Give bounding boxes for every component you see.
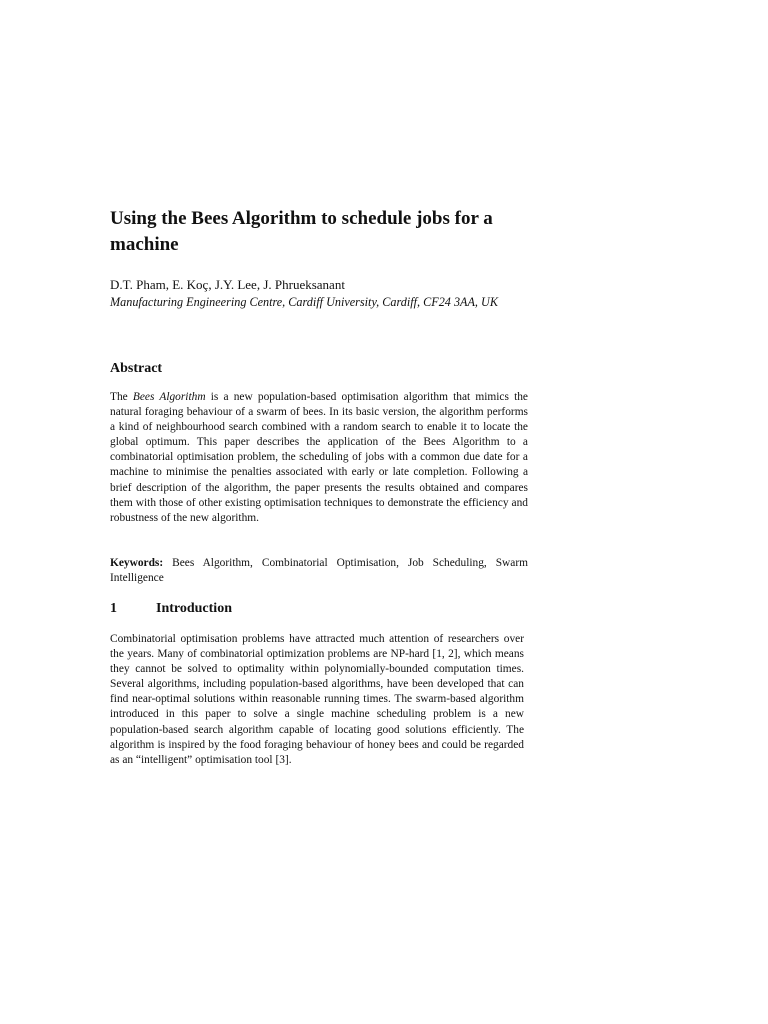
abstract-body: is a new population-based optimisation algorithm that mimics the natural foraging behaviour of a swarm of bees. In its basic version, the algorithm performs a kind of neighbourhood search combined with a random search to enable it to locate the global optimum. This paper describes the application of the Bees Algorithm to a combinatorial optimisation problem, the scheduling of jobs with a common due date for a machine to minimise the penalties associated with early or late completion. Following a brief description of the algorithm, the paper presents the results obtained and compares them with those of other existing optimisation techniques to demonstrate the efficiency and robustness of the new algorithm.	[110, 391, 528, 524]
author-list: D.T. Pham, E. Koç, J.Y. Lee, J. Phrueksanant	[110, 277, 345, 292]
keywords-label: Keywords:	[110, 557, 164, 569]
abstract-lead: The	[110, 391, 133, 403]
abstract-heading: Abstract	[110, 361, 163, 376]
paper-title: Using the Bees Algorithm to schedule jobs for a machine	[110, 208, 493, 255]
keywords-text: Bees Algorithm, Combinatorial Optimisation, Job Scheduling, Swarm Intelligence	[110, 557, 528, 585]
section-number: 1	[110, 601, 117, 616]
abstract-term: Bees Algorithm	[132, 391, 206, 403]
abstract-text	[110, 390, 528, 526]
introduction-text: Combinatorial optimisation problems have attracted much attention of researchers over the years. Many of combinatorial optimization problems are NP-hard [1, 2], which means they cannot be solved to optimality within polynomially-bounded computation times. Several algorithms, including population-based algorithms, have been developed that can find near-optimal solutions within reasonable running times. The swarm-based algorithm introduced in this paper to solve a single machine scheduling problem is a new population-based search algorithm capable of locating good solutions efficiently. The algorithm is inspired by the food foraging behaviour of honey bees and could be regarded as an “intelligent” optimisation tool [3].	[110, 633, 524, 766]
author-affiliation: Manufacturing Engineering Centre, Cardiff University, Cardiff, CF24 3AA, UK	[110, 295, 498, 309]
introduction-heading	[110, 600, 232, 618]
section-title: Introduction	[156, 601, 232, 616]
keywords	[110, 556, 528, 586]
